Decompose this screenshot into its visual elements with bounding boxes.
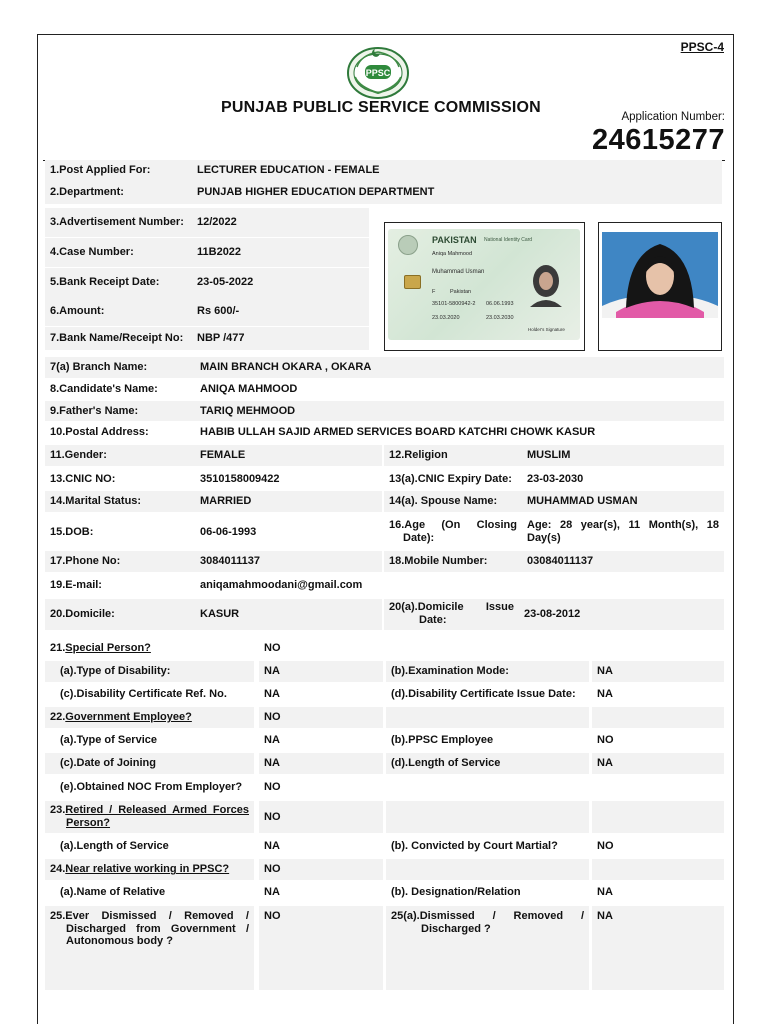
government-employee-label bbox=[45, 707, 254, 728]
government-employee-value: NO bbox=[259, 707, 383, 728]
age-label bbox=[384, 516, 522, 550]
dismissed-label-line-2: Discharged from Government / bbox=[66, 922, 249, 935]
government-employee-title: Government Employee? bbox=[65, 711, 192, 724]
special-person-prefix: 21. bbox=[50, 641, 66, 654]
disability-type-label: (a).Type of Disability: bbox=[45, 661, 254, 682]
candidate-name-label: 8.Candidate's Name: bbox=[50, 383, 158, 396]
near-relative-empty-cell-2 bbox=[592, 859, 724, 880]
age-label-line-1: 16.Age (On Closing bbox=[389, 519, 517, 531]
amount-value: Rs 600/- bbox=[192, 297, 369, 326]
armed-forces-title-1: Retired / Released Armed Forces bbox=[65, 804, 249, 816]
relative-name-label: (a).Name of Relative bbox=[60, 886, 166, 899]
exam-mode-label: (b).Examination Mode: bbox=[386, 661, 589, 682]
receipt-date-label: 5.Bank Receipt Date: bbox=[45, 268, 192, 297]
domicile-value: KASUR bbox=[195, 599, 382, 630]
marital-status-value: MARRIED bbox=[195, 491, 382, 512]
noc-label: (e).Obtained NOC From Employer? bbox=[60, 780, 243, 793]
special-person-value: NO bbox=[264, 641, 281, 654]
cnic-country-of-stay: Pakistan bbox=[450, 289, 472, 295]
cnic-number-label: 13.CNIC NO: bbox=[50, 472, 116, 485]
service-length-value: NA bbox=[592, 753, 724, 774]
case-number-label: 4.Case Number: bbox=[45, 238, 192, 267]
certificate-date-label: (d).Disability Certificate Issue Date: bbox=[391, 688, 576, 701]
court-martial-label: (b). Convicted by Court Martial? bbox=[391, 840, 558, 853]
cnic-expiry-date: 23.03.2030 bbox=[486, 315, 514, 321]
case-number-value: 11B2022 bbox=[192, 238, 369, 267]
department-label: 2.Department: bbox=[45, 181, 192, 204]
gender-label: 11.Gender: bbox=[45, 445, 195, 466]
age-value-line-2: Day(s) bbox=[527, 531, 561, 544]
service-type-value: NA bbox=[264, 734, 280, 747]
dismissed-sub-label bbox=[386, 906, 589, 990]
bank-name-label: 7.Bank Name/Receipt No: bbox=[45, 327, 192, 350]
department-value: PUNJAB HIGHER EDUCATION DEPARTMENT bbox=[192, 181, 722, 204]
noc-value: NO bbox=[264, 780, 281, 793]
domicile-date-value: 23-08-2012 bbox=[519, 599, 724, 630]
age-value-line-1: Age: 28 year(s), 11 Month(s), 18 bbox=[527, 519, 719, 531]
cnic-issue-date: 23.03.2020 bbox=[432, 315, 460, 321]
dismissed-value: NO bbox=[259, 906, 383, 990]
armed-length-label: (a).Length of Service bbox=[60, 840, 169, 853]
post-applied-value: LECTURER EDUCATION - FEMALE bbox=[192, 160, 722, 181]
cnic-signature-label: Holder's Signature bbox=[528, 327, 565, 332]
branch-value: MAIN BRANCH OKARA , OKARA bbox=[195, 357, 724, 378]
cnic-identity-number: 35101-5800942-2 bbox=[432, 301, 476, 307]
postal-address-label: 10.Postal Address: bbox=[50, 426, 149, 439]
ppsc-employee-label: (b).PPSC Employee bbox=[391, 734, 494, 747]
armed-forces-label-line-1 bbox=[50, 804, 249, 817]
cnic-gender: F bbox=[432, 289, 436, 295]
father-name-value: TARIQ MEHMOOD bbox=[195, 401, 724, 421]
branch-label: 7(a) Branch Name: bbox=[45, 357, 195, 378]
near-relative-prefix: 24. bbox=[50, 863, 66, 876]
cnic-dob: 06.06.1993 bbox=[486, 301, 514, 307]
armed-forces-title-2: Person? bbox=[66, 816, 111, 829]
domicile-date-label-line-1: 20(a).Domicile Issue bbox=[389, 601, 514, 613]
advertisement-value: 12/2022 bbox=[192, 208, 369, 237]
dismissed-label bbox=[45, 906, 254, 990]
phone-value: 3084011137 bbox=[195, 551, 382, 572]
post-applied-label: 1.Post Applied For: bbox=[45, 160, 192, 181]
certificate-date-value: NA bbox=[597, 688, 613, 701]
applicant-photo bbox=[602, 232, 718, 318]
form-code: PPSC-4 bbox=[680, 40, 724, 54]
gender-value: FEMALE bbox=[195, 445, 382, 466]
ppsc-logo bbox=[345, 43, 411, 99]
chip-icon bbox=[404, 275, 421, 289]
dob-label: 15.DOB: bbox=[50, 525, 94, 538]
special-person-title: Special Person? bbox=[65, 641, 151, 654]
mobile-value: 03084011137 bbox=[522, 551, 724, 572]
certificate-ref-label: (c).Disability Certificate Ref. No. bbox=[60, 688, 227, 701]
government-empty-cell-2 bbox=[592, 707, 724, 728]
dismissed-label-line-3: Autonomous body ? bbox=[66, 935, 173, 948]
service-length-label: (d).Length of Service bbox=[386, 753, 589, 774]
father-name-label: 9.Father's Name: bbox=[45, 401, 195, 421]
near-relative-value: NO bbox=[259, 859, 383, 880]
spouse-name-label: 14(a). Spouse Name: bbox=[384, 491, 522, 512]
joining-date-value: NA bbox=[259, 753, 383, 774]
organization-title: PUNJAB PUBLIC SERVICE COMMISSION bbox=[221, 99, 541, 116]
ppsc-employee-value: NO bbox=[597, 734, 614, 747]
application-number: 24615277 bbox=[591, 124, 725, 156]
advertisement-label: 3.Advertisement Number: bbox=[45, 208, 192, 237]
phone-label: 17.Phone No: bbox=[45, 551, 195, 572]
email-label: 19.E-mail: bbox=[50, 578, 102, 591]
religion-label: 12.Religion bbox=[384, 445, 522, 466]
disability-type-value: NA bbox=[259, 661, 383, 682]
government-empty-cell-1 bbox=[386, 707, 589, 728]
exam-mode-value: NA bbox=[592, 661, 724, 682]
armed-forces-empty-cell-1 bbox=[386, 801, 589, 833]
candidate-name-value: ANIQA MAHMOOD bbox=[200, 383, 298, 396]
dismissed-sub-value: NA bbox=[592, 906, 724, 990]
amount-label: 6.Amount: bbox=[45, 297, 192, 326]
armed-forces-prefix: 23. bbox=[50, 804, 66, 816]
cnic-holder-photo bbox=[528, 259, 564, 307]
near-relative-empty-cell-1 bbox=[386, 859, 589, 880]
cnic-expiry-value: 23-03-2030 bbox=[527, 472, 584, 485]
dismissed-label-line-1: 25.Ever Dismissed / Removed / bbox=[50, 910, 249, 922]
marital-status-label: 14.Marital Status: bbox=[45, 491, 195, 512]
domicile-date-label bbox=[384, 599, 519, 630]
armed-forces-label bbox=[45, 801, 254, 833]
armed-forces-empty-cell-2 bbox=[592, 801, 724, 833]
spouse-name-value: MUHAMMAD USMAN bbox=[522, 491, 724, 512]
mobile-label: 18.Mobile Number: bbox=[384, 551, 522, 572]
dob-value: 06-06-1993 bbox=[200, 525, 257, 538]
religion-value: MUSLIM bbox=[522, 445, 724, 466]
email-value: aniqamahmoodani@gmail.com bbox=[200, 578, 363, 591]
cnic-subtitle: National Identity Card bbox=[484, 237, 533, 243]
domicile-date-label-line-2: Date: bbox=[419, 613, 447, 626]
age-label-line-2: Date): bbox=[403, 531, 435, 544]
relative-name-value: NA bbox=[264, 886, 280, 899]
near-relative-label bbox=[45, 859, 254, 880]
court-martial-value: NO bbox=[597, 840, 614, 853]
armed-forces-value: NO bbox=[259, 801, 383, 833]
cnic-father-name: Muhammad Usman bbox=[432, 269, 485, 275]
bank-name-value: NBP /477 bbox=[192, 327, 369, 350]
cnic-country: PAKISTAN bbox=[432, 235, 477, 245]
dismissed-sub-label-line-1: 25(a).Dismissed / Removed / bbox=[391, 910, 584, 922]
postal-address-value: HABIB ULLAH SAJID ARMED SERVICES BOARD KATCHRI CHOWK KASUR bbox=[200, 426, 596, 439]
cnic-number-value: 3510158009422 bbox=[200, 472, 280, 485]
cnic-name: Aniqa Mahmood bbox=[432, 251, 473, 257]
relative-designation-value: NA bbox=[597, 886, 613, 899]
special-person-label bbox=[45, 637, 259, 659]
domicile-label: 20.Domicile: bbox=[45, 599, 195, 630]
near-relative-title: Near relative working in PPSC? bbox=[65, 863, 230, 876]
joining-date-label: (c).Date of Joining bbox=[45, 753, 254, 774]
dismissed-sub-label-line-2: Discharged ? bbox=[421, 922, 491, 935]
relative-designation-label: (b). Designation/Relation bbox=[391, 886, 521, 899]
cnic-expiry-label: 13(a).CNIC Expiry Date: bbox=[389, 472, 512, 485]
cnic-card-image bbox=[388, 229, 580, 340]
age-value bbox=[522, 516, 724, 550]
armed-length-value: NA bbox=[264, 840, 280, 853]
receipt-date-value: 23-05-2022 bbox=[192, 268, 369, 297]
application-number-label: Application Number: bbox=[621, 111, 725, 123]
svg-text:PPSC: PPSC bbox=[365, 68, 391, 78]
certificate-ref-value: NA bbox=[264, 688, 280, 701]
government-employee-prefix: 22. bbox=[50, 711, 66, 724]
pakistan-emblem-icon bbox=[398, 235, 418, 255]
service-type-label: (a).Type of Service bbox=[60, 734, 157, 747]
